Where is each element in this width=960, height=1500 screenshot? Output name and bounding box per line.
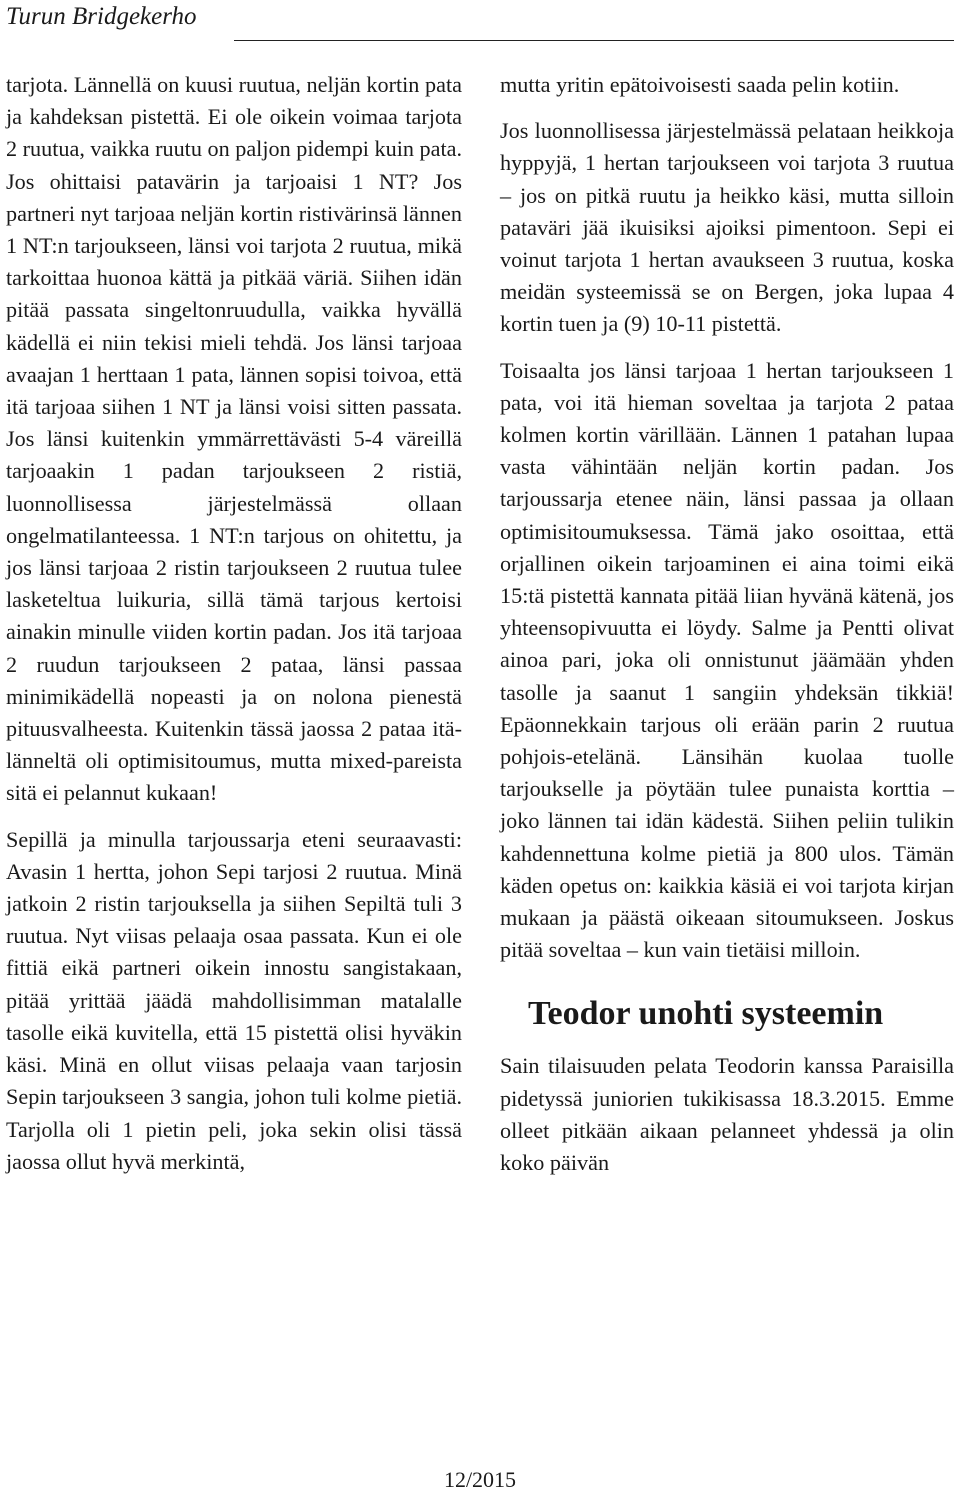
- article-paragraph: Sepillä ja minulla tarjoussarja eteni seuraavasti: Avasin 1 hertta, johon Sepi tarjosi 2 ruutua. Minä jatkoin 2 ristin tarjouksella ja siihen Sepiltä tuli 3 ruutua. Nyt viisas pelaaja osaa passata. Kun ei ole fittiä eikä partneri oikein innostu sangistakaan, pitää yrittää jäädä mahdollisimman matalalle tasolle eikä kuvitella, että 15 pistettä olisi hyväkin käsi. Minä en ollut viisas pelaaja vaan tarjosin Sepin tarjoukseen 3 sangia, johon tuli kolme pietiä. Tarjolla oli 1 pietin peli, joka sekin olisi tässä jaossa ollut hyvä merkintä,: [6, 826, 462, 1174]
- right-column: [500, 69, 954, 1197]
- article-heading: Teodor unohti systeemin: [528, 995, 884, 1033]
- article-paragraph: Toisaalta jos länsi tarjoaa 1 hertan tarjoukseen 1 pata, voi itä hieman soveltaa ja tarjota 2 pataa kolmen kortin värillään. Lännen 1 patahan lupaa vasta vähintään neljän kortin padan. Jos tarjoussarja etenee näin, länsi passaa ja ollaan optimisitoumuksessa. Tämä jako osoittaa, että orjallinen oikein tarjoaminen ei aina toimi eikä 15:tä pistettä kannata pitää liian hyvänä kätenä, jos yhteensopivuutta ei löydy. Salme ja Pentti olivat ainoa pari, joka oli onnistunut jäämään yhden tasolle ja saanut 1 sangiin yhdeksän tikkiä! Epäonnekkain tarjous oli erään parin 2 ruutua pohjois-etelänä. Länsihän kuolaa tuolle tarjoukselle ja pöytään tulee punaista korttia – joko lännen tai idän kädestä. Siihen peliin tulikin kahdennettuna kolme pietiä ja 800 ulos. Tämän käden opetus on: kaikkia käsiä ei voi tarjota kirjan mukaan ja päästä oikeaan sitoumukseen. Joskus pitää soveltaa – kun vain tietäisi milloin.: [500, 357, 954, 963]
- left-column: [6, 69, 462, 1196]
- page-number: 12/2015: [443, 1467, 517, 1492]
- article-paragraph: Jos luonnollisessa järjestelmässä pelataan heikkoja hyppyjä, 1 hertan tarjoukseen voi tarjota 3 ruutua – jos on pitkä ruutu ja heikko käsi, mutta silloin pataväri jää ikuisiksi ajoiksi pimentoon. Sepi ei voinut tarjota 1 hertan avaukseen 3 ruutua, koska meidän systeemissä se on Bergen, joka lupaa 4 kortin tuen ja (9) 10-11 pistettä.: [500, 118, 954, 337]
- article-paragraph: tarjota. Lännellä on kuusi ruutua, neljän kortin pata ja kahdeksan pistettä. Ei ole oikein voimaa tarjota 2 ruutua, vaikka ruutu on paljon pidempi kuin pata. Jos ohittaisi patavärin ja tarjoaisi 1 NT? Jos partneri nyt tarjoaa neljän kortin ristivärinsä lännen 1 NT:n tarjoukseen, länsi voi tarjota 2 ruutua, mikä tarkoittaa huonoa kättä ja pitkää väriä. Siihen idän pitää passata singeltonruudulla, vaikka hyvällä kädellä ei niin tekisi mieli tehdä. Jos länsi tarjoaa avaajan 1 herttaan 1 pata, lännen sopisi toivoa, että itä tarjoaa siihen 1 NT ja länsi voisi sitten passata. Jos länsi kuitenkin ymmärrettävästi 5-4 väreillä tarjoaakin 1 padan tarjoukseen 2 ristiä, luonnollisessa järjestelmässä ollaan ongelmatilanteessa. 1 NT:n tarjous on ohitettu, ja jos länsi tarjoaa 2 ristin tarjoukseen 2 ruutua tulee lasketeltua luikuria, sillä tämä tarjous kertoisi ainakin minulle viiden kortin padan. Jos itä tarjoaa 2 ruudun tarjoukseen 2 pataa, länsi passaa minimikädellä nopeasti ja on nolona pienestä pituusvalheesta. Kuitenkin tässä jaossa 2 pataa itä-länneltä oli optimisitoumus, mutta mixed-pareista sitä ei pelannut kukaan!: [6, 72, 462, 806]
- article-paragraph: Sain tilaisuuden pelata Teodorin kanssa Paraisilla pidetyssä juniorien tukikisassa 18.3.2015. Emme olleet pitkään aikaan pelanneet yhdessä ja olin koko päivän: [500, 1053, 954, 1176]
- publication-title: Turun Bridgekerho: [6, 3, 197, 30]
- article-paragraph: mutta yritin epätoivoisesti saada pelin kotiin.: [500, 72, 900, 97]
- header-rule: [234, 40, 954, 41]
- page-header: [6, 0, 954, 42]
